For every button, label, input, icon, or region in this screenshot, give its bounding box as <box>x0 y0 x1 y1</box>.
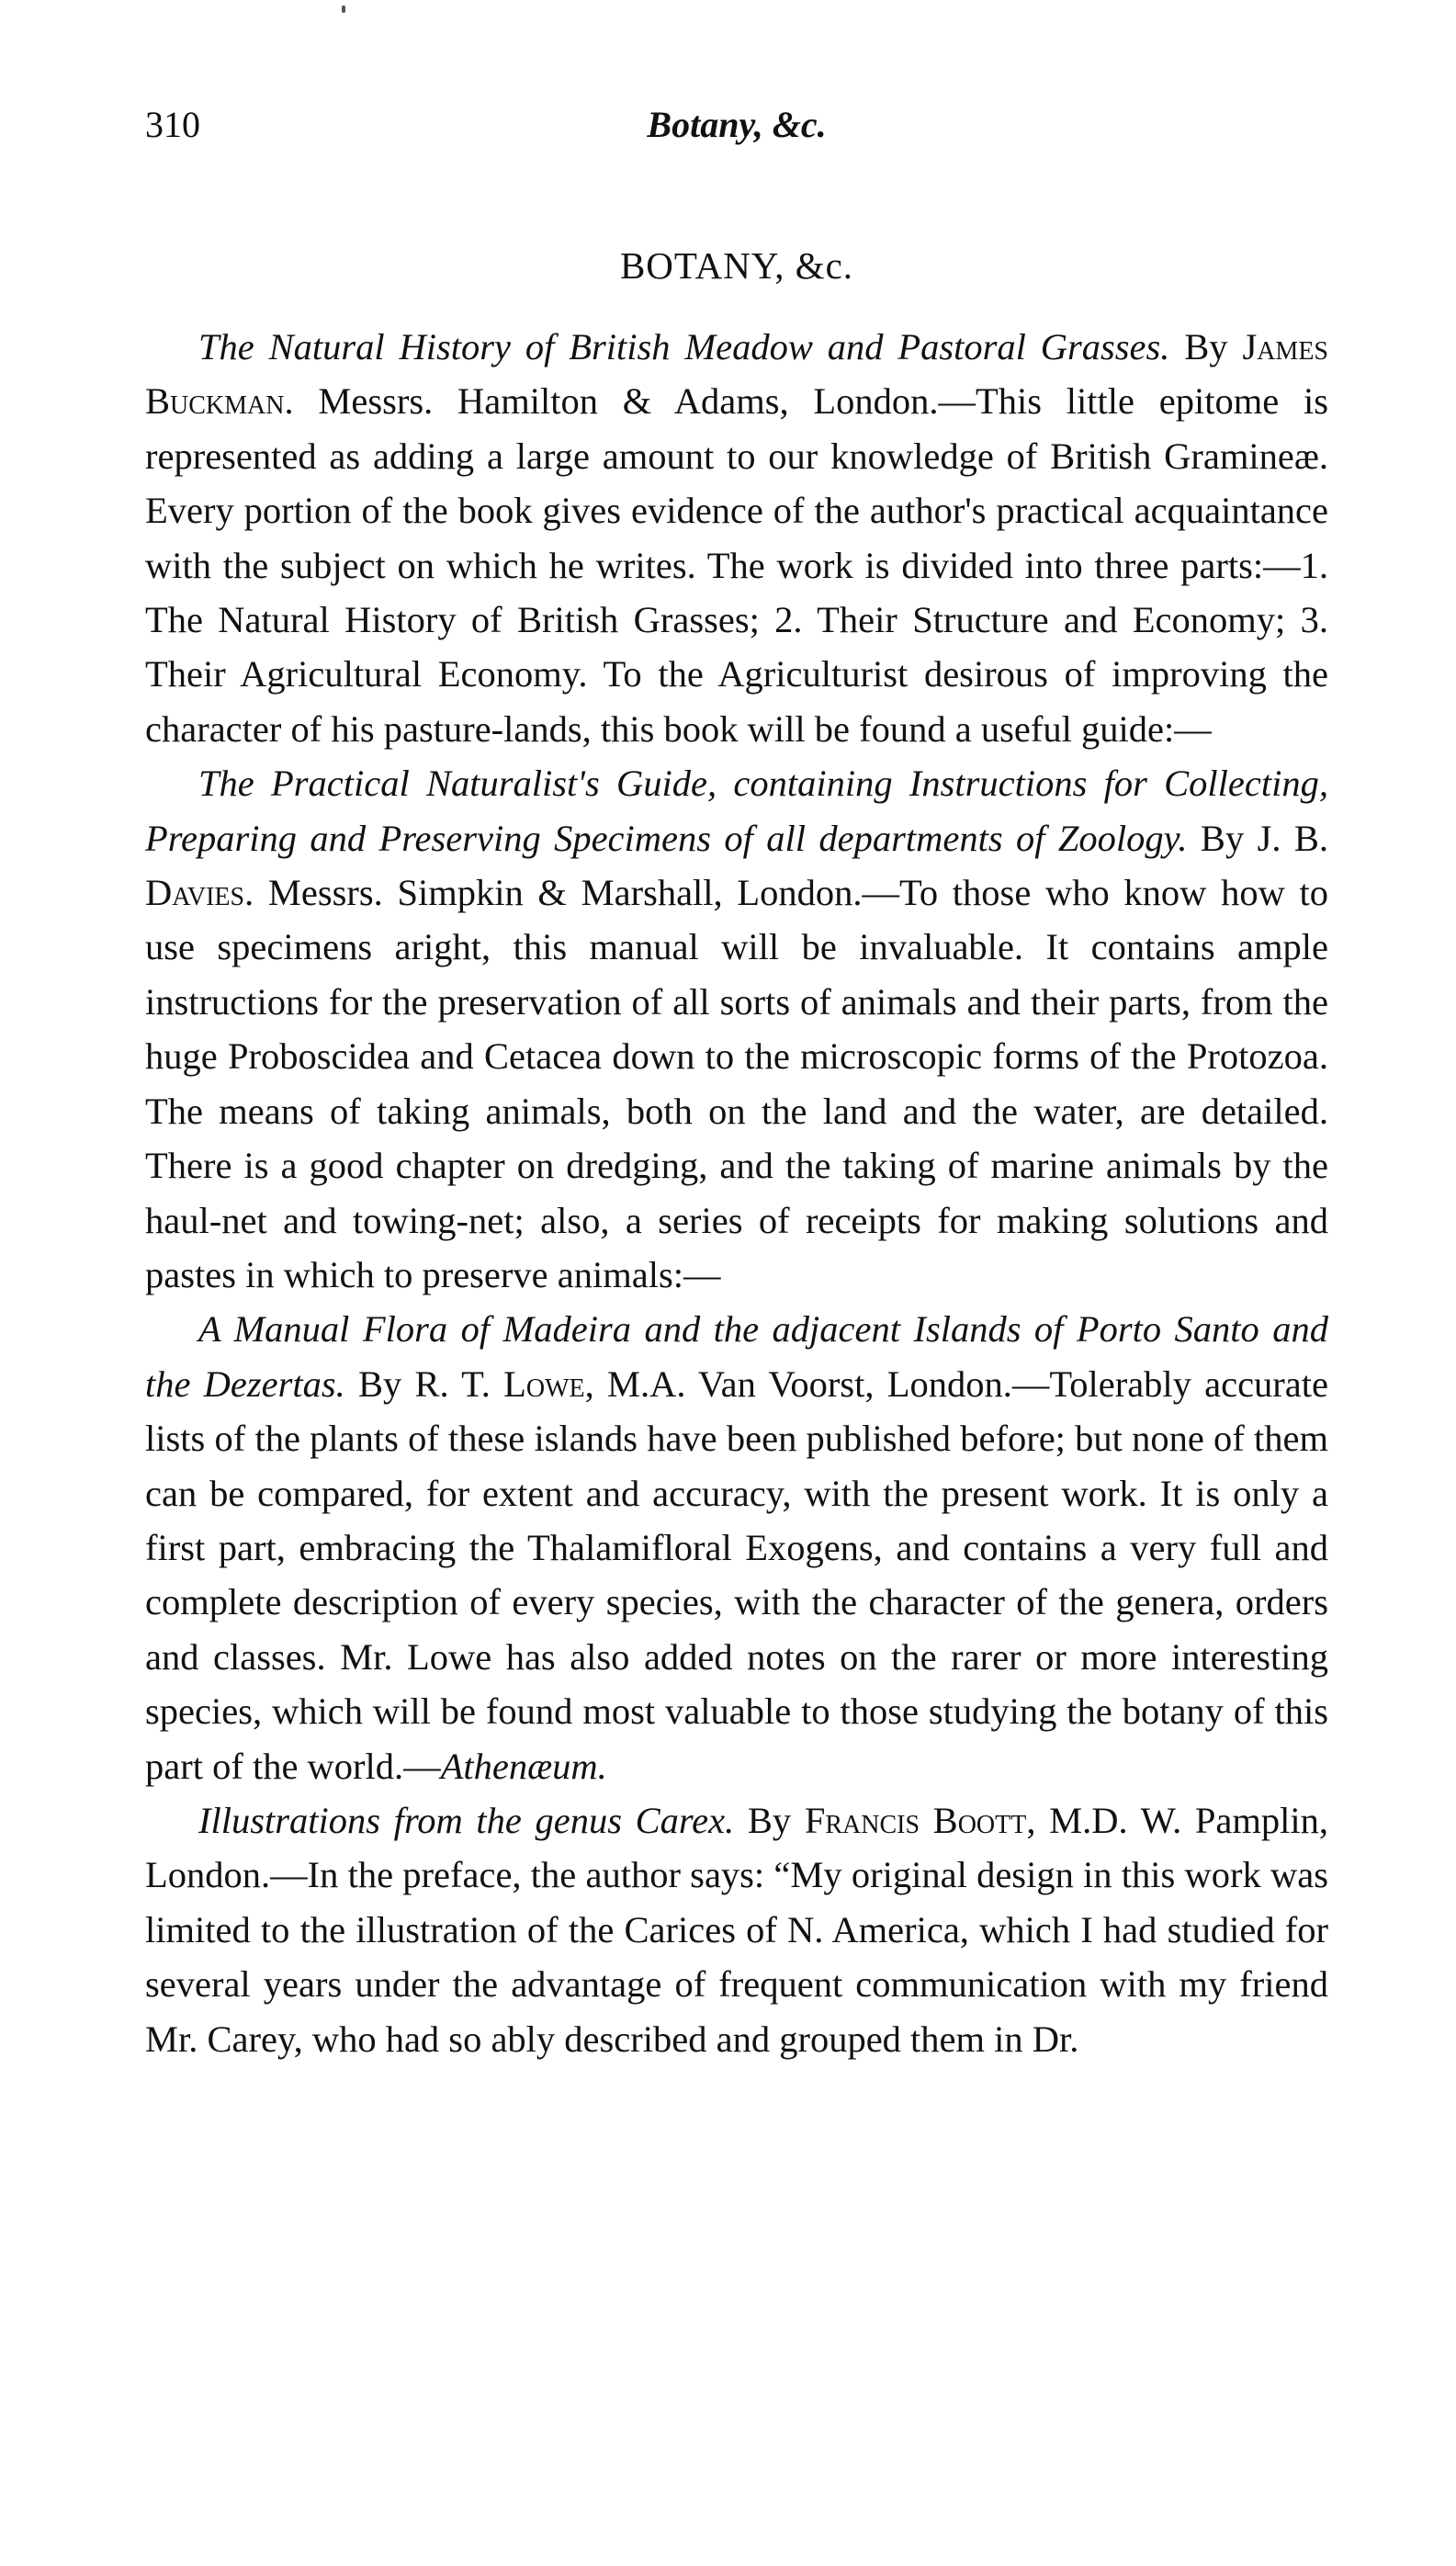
author-name: J. B. Davies <box>145 817 1328 914</box>
by-word: By <box>734 1799 805 1841</box>
print-speck <box>342 6 345 13</box>
running-head <box>145 103 1328 158</box>
book-title: The Practical Naturalist's Guide, containing Instructions for Collecting, Preparing and Preserving Specimens of all departments of Zoology. <box>145 763 1328 859</box>
reviews-body <box>145 320 1328 2066</box>
book-title: A Manual Flora of Madeira and the adjacent Islands of Porto Santo and the Dezertas. <box>145 1308 1328 1405</box>
by-word: By <box>1187 817 1258 859</box>
review-text: , M.D. W. Pamplin, London.—In the preface, the author says: “My original design in this work was limited to the illustration of the Carices of N. America, which I had studied for several years under the advantage of frequent communication with my friend Mr. Carey, who had so ably described and grouped them in Dr. <box>145 1799 1328 2060</box>
book-title: Illustrations from the genus Carex. <box>198 1799 735 1841</box>
running-title: Botany, &c. <box>647 104 827 145</box>
author-name: Francis Boott <box>804 1799 1027 1841</box>
source-credit: Athenæum. <box>440 1745 607 1787</box>
author-name: James Buckman <box>145 326 1328 423</box>
section-title: BOTANY, &c. <box>619 244 854 287</box>
review-text: . Messrs. Simpkin & Marshall, London.—To those who know how to use specimens aright, this manual will be invaluable. It contains ample instructions for the preservation of all sorts of animals and their parts, from the huge Proboscidea and Cetacea down to the microscopic forms of the Protozoa. The means of taking animals, both on the land and the water, are detailed. There is a good chapter on dredging, and the taking of marine animals by the haul-net and towing-net; also, a series of receipts for making solutions and pastes in which to preserve animals:— <box>145 872 1328 1295</box>
review-paragraph <box>145 756 1328 1302</box>
review-paragraph <box>145 1302 1328 1793</box>
review-paragraph <box>145 1793 1328 2066</box>
review-paragraph <box>145 320 1328 756</box>
by-word: By <box>344 1362 415 1405</box>
author-name: R. T. Lowe <box>414 1362 585 1405</box>
review-text: . Messrs. Hamilton & Adams, London.—This little epitome is represented as adding a large amount to our knowledge of British Gramineæ. Every portion of the book gives evidence of the author's practical acquaintance with the subject on which he writes. The work is divided into three parts:—1. The Natural History of British Grasses; 2. Their Structure and Economy; 3. Their Agricultural Economy. To the Agriculturist desirous of improving the character of his pasture-lands, this book will be found a useful guide:— <box>145 380 1328 750</box>
by-word: By <box>1169 326 1243 367</box>
page-number: 310 <box>145 104 200 145</box>
review-text: , M.A. Van Voorst, London.—Tolerably accurate lists of the plants of these islands have been published before; but none of them can be compared, for extent and accuracy, with the present work. It is only a first part, embracing the Thalamifloral Exogens, and contains a very full and complete description of every species, with the character of the genera, orders and classes. Mr. Lowe has also added notes on the rarer or more interesting species, which will be found most valuable to those studying the botany of this part of the world.— <box>145 1362 1329 1787</box>
book-title: The Natural History of British Meadow and Pastoral Grasses. <box>198 326 1170 367</box>
